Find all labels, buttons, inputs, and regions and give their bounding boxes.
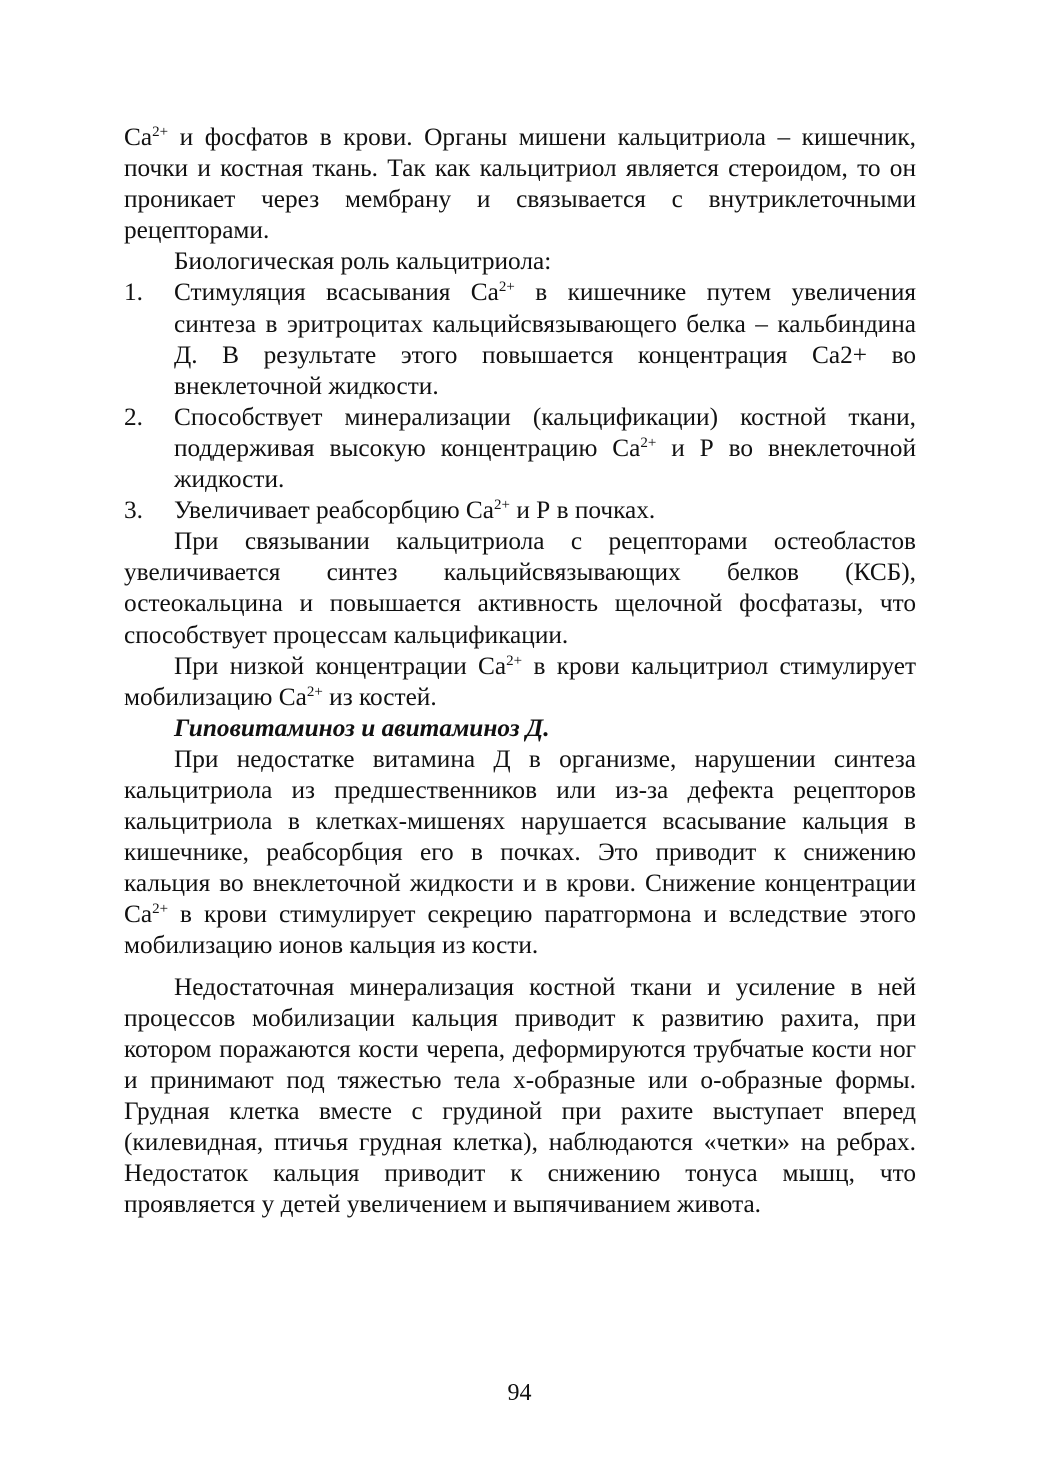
text-segment: Стимуляция всасывания Ca <box>174 278 499 307</box>
text-segment: Увеличивает реабсорбцию Ca <box>174 496 495 525</box>
text-segment: При недостатке витамина Д в организме, нарушении синтеза кальцитриола из предшественников или из-за дефекта рецепторов кальцитриола в клетках-мишенях нарушается всасывание кальция в кишечнике, реабсорбция его в почках. Это приводит к снижению кальция во внеклеточной жидкости и в крови. Снижение концентрации Ca <box>124 744 916 929</box>
superscript-charge: 2+ <box>306 683 323 700</box>
paragraph-vitamin-d-deficiency <box>124 744 916 962</box>
list-text <box>174 402 916 495</box>
paragraph-rickets: Недостаточная минерализация костной ткани и усиление в ней процессов мобилизации кальция приводит к развитию рахита, при котором поражаются кости черепа, деформируются трубчатые кости ног и принимают под тяжестью тела х-образные или о-образные формы. Грудная клетка вместе с грудиной при рахите выступает вперед (килевидная, птичья грудная клетка), наблюдаются «четки» на ребрах. Недостаток кальция приводит к снижению тонуса мышц, что проявляется у детей увеличением и выпячиванием живота. <box>124 972 916 1219</box>
text-segment: Способствует минерализации (кальцификации) костной ткани, поддерживая высокую концентрацию Ca <box>174 402 916 462</box>
superscript-charge: 2+ <box>506 652 523 669</box>
list-item-2 <box>124 402 916 495</box>
superscript-charge: 2+ <box>152 901 169 918</box>
text-segment: Ca <box>124 123 153 151</box>
paragraph-calcitriol-targets <box>124 122 916 246</box>
page-body <box>124 122 916 1220</box>
text-segment: При низкой концентрации Ca <box>174 651 507 680</box>
list-item-3 <box>124 495 916 526</box>
list-number: 3. <box>124 496 143 525</box>
text-segment: и Р в почках. <box>510 496 656 525</box>
list-text <box>174 277 916 401</box>
list-number: 1. <box>124 278 143 307</box>
list-item-1 <box>124 277 916 401</box>
superscript-charge: 2+ <box>498 279 515 296</box>
superscript-charge: 2+ <box>640 434 657 451</box>
superscript-charge: 2+ <box>152 124 169 140</box>
text-segment: из костей. <box>322 682 437 711</box>
section-heading: Гиповитаминоз и авитаминоз Д. <box>174 713 550 742</box>
text-segment: в крови стимулирует секрецию паратгормона и вследствие этого мобилизацию ионов кальция из кости. <box>124 900 916 960</box>
superscript-charge: 2+ <box>494 497 510 514</box>
list-number: 2. <box>124 402 143 431</box>
paragraph-osteoblast-receptors: При связывании кальцитриола с рецепторами остеобластов увеличивается синтез кальцийсвязывающих белков (КСБ), остеокальцина и повышается активность щелочной фосфатазы, что способствует процессам кальцификации. <box>124 527 916 649</box>
paragraph-bio-role-intro: Биологическая роль кальцитриола: <box>174 247 552 276</box>
paragraph-low-calcium <box>124 651 916 713</box>
list-text <box>174 495 916 526</box>
text-segment: и Р во внеклеточной жидкости. <box>174 433 916 494</box>
text-segment: в кишечнике путем увеличения синтеза в эритроцитах кальцийсвязывающего белка – кальбиндина Д. В результате этого повышается концентрация Ca2+ во внеклеточной жидкости. <box>174 278 917 400</box>
text-segment: и фосфатов в крови. Органы мишени кальцитриола – кишечник, почки и костная ткань. Так как кальцитриол является стероидом, то он проникает через мембрану и связывается с внутриклеточными рецепторами. <box>124 123 916 245</box>
page-number: 94 <box>507 1380 532 1406</box>
text-segment: в крови кальцитриол стимулирует мобилизацию Ca <box>124 651 917 711</box>
